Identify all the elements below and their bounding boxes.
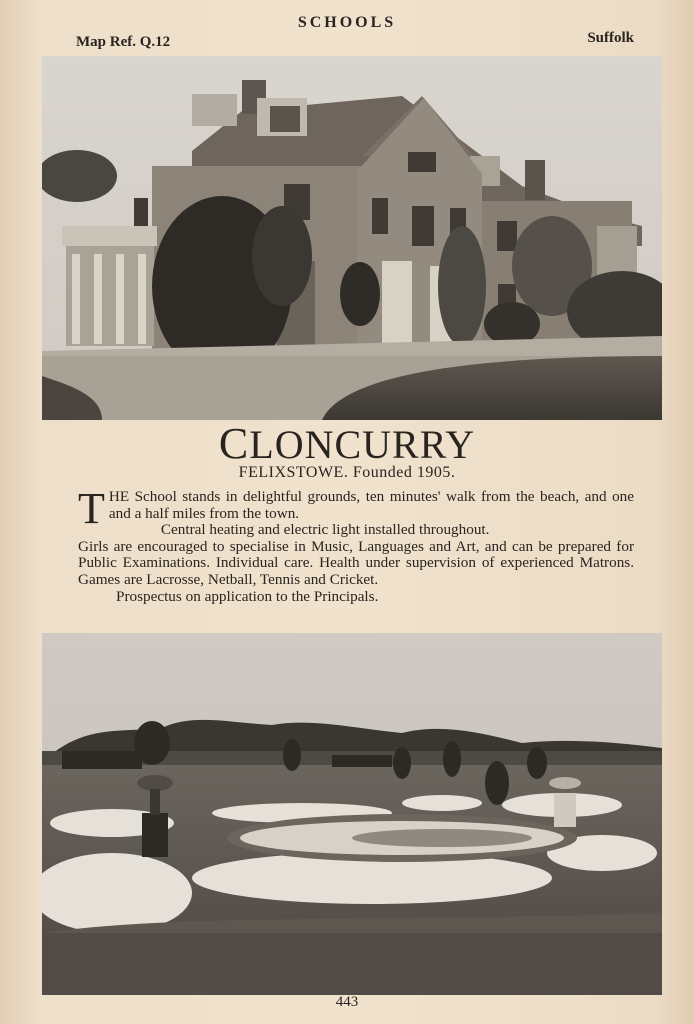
prospectus-note: Prospectus on application to the Principals. xyxy=(116,587,379,605)
school-description xyxy=(78,484,634,605)
school-garden-photo xyxy=(42,633,662,995)
school-garden-illustration xyxy=(42,633,662,995)
school-building-photo xyxy=(42,56,662,420)
school-title-initial: C xyxy=(218,419,250,468)
drop-cap: T xyxy=(78,484,105,533)
description-paragraph-2: Central heating and electric light installed throughout. xyxy=(160,521,490,539)
school-location-founded: FELIXSTOWE. Founded 1905. xyxy=(238,464,456,481)
running-head: SCHOOLS xyxy=(297,14,397,31)
description-paragraph-3: Girls are encouraged to specialise in Music, Languages and Art, and can be prepared for Public Examinations. Individual care. Health under supervision of experienced Matrons. Games are Lacrosse, Netball, Tennis and Cricket. xyxy=(78,537,634,588)
school-title xyxy=(0,418,694,469)
description-paragraph-1: HE School stands in delightful grounds, ten minutes' walk from the beach, and one and a half miles from the town. xyxy=(108,488,634,522)
school-building-illustration xyxy=(42,56,662,420)
county-label: Suffolk xyxy=(587,30,634,46)
school-title-rest: LONCURRY xyxy=(249,422,476,467)
page-number: 443 xyxy=(335,994,359,1010)
map-reference: Map Ref. Q.12 xyxy=(76,34,171,50)
